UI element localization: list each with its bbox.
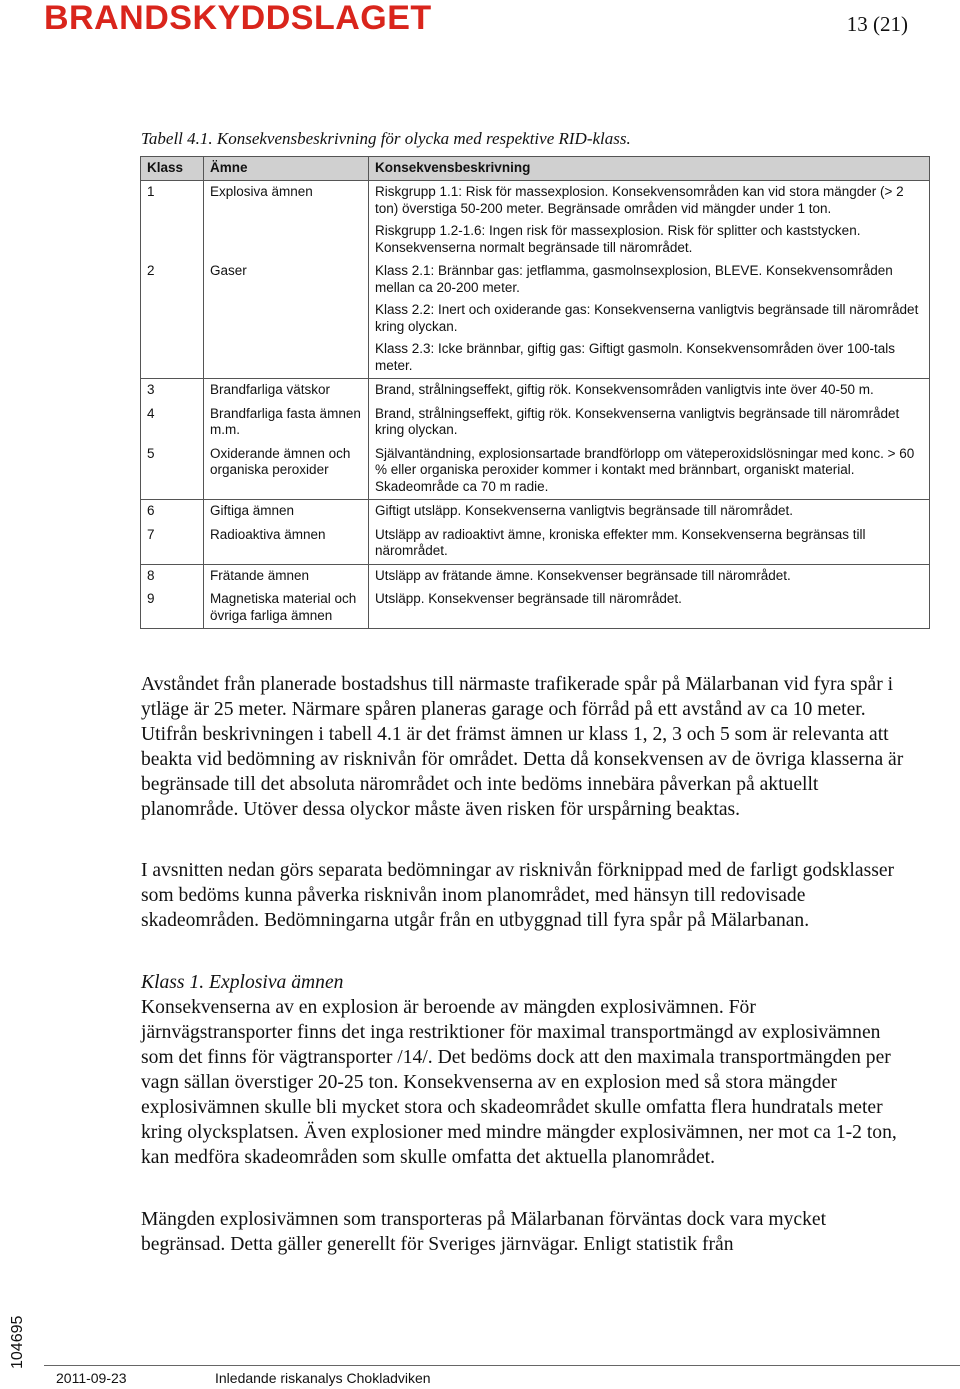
section-heading: Klass 1. Explosiva ämnen: [141, 972, 344, 993]
table-row: [141, 403, 930, 443]
table-row: [141, 181, 930, 261]
desc-paragraph: Brand, strålningseffekt, giftig rök. Konsekvenserna vanligtvis begränsade till närområdet kring olyckan.: [375, 405, 900, 437]
klass-cell: 7: [141, 524, 204, 565]
desc-cell: [369, 260, 930, 379]
rid-consequence-table: [140, 156, 930, 629]
table-row: [141, 443, 930, 500]
klass-cell: 8: [141, 564, 204, 588]
footer-title: Inledande riskanalys Chokladviken: [215, 1370, 431, 1386]
desc-paragraph: Klass 2.2: Inert och oxiderande gas: Konsekvenserna vanligtvis begränsade till närområdet kring olyckan.: [375, 302, 919, 334]
table-header-row: [141, 157, 930, 181]
paragraph-text: Mängden explosivämnen som transporteras på Mälarbanan förväntas dock vara mycket begränsad. Detta gäller generellt för Sveriges järnvägar. Enligt statistik från: [141, 1209, 827, 1255]
company-logo: BRANDSKYDDSLAGET: [44, 0, 432, 37]
amne-cell: Frätande ämnen: [204, 564, 369, 588]
amne-cell: Magnetiska material och övriga farliga ämnen: [204, 588, 369, 629]
paragraph-text: I avsnitten nedan görs separata bedömningar av risknivån förknippad med de farligt godsklasser som bedöms kunna påverka risknivån inom planområdet, med hänsyn till redovisade skadeområden. Bedömningarna utgår från en utbyggnad till fyra spår på Mälarbanan.: [141, 860, 895, 931]
document-id: 104695: [9, 1315, 26, 1369]
desc-paragraph: Klass 2.3: Icke brännbar, giftig gas: Giftigt gasmoln. Konsekvensområden över 100-tals meter.: [375, 341, 896, 373]
desc-cell: [369, 443, 930, 500]
table-row: [141, 564, 930, 588]
klass-cell: 4: [141, 403, 204, 443]
klass-cell: 1: [141, 181, 204, 261]
desc-cell: [369, 564, 930, 588]
klass-cell: 2: [141, 260, 204, 379]
desc-cell: [369, 379, 930, 403]
table-row: [141, 260, 930, 379]
desc-paragraph: Giftigt utsläpp. Konsekvenserna vanligtvis begränsade till närområdet.: [375, 503, 793, 518]
desc-paragraph: Utsläpp. Konsekvenser begränsade till närområdet.: [375, 591, 682, 606]
desc-cell: [369, 500, 930, 524]
amne-cell: Brandfarliga fasta ämnen m.m.: [204, 403, 369, 443]
desc-paragraph: Riskgrupp 1.1: Risk för massexplosion. Konsekvensområden kan vid stora mängder (> 2 ton) överstiga 50-200 meter. Begränsade områden vid mängder under 1 ton.: [375, 184, 904, 216]
amne-cell: Gaser: [204, 260, 369, 379]
body-paragraph-2: [141, 858, 911, 933]
header-konsekvens: Konsekvensbeskrivning: [369, 157, 930, 181]
table-caption: Tabell 4.1. Konsekvensbeskrivning för olycka med respektive RID-klass.: [141, 129, 631, 148]
desc-paragraph: Utsläpp av frätande ämne. Konsekvenser begränsade till närområdet.: [375, 567, 791, 583]
footer-divider: [44, 1365, 960, 1366]
desc-cell: [369, 524, 930, 565]
desc-cell: [369, 403, 930, 443]
desc-paragraph: Utsläpp av radioaktivt ämne, kroniska effekter mm. Konsekvenserna begränsas till närområdet.: [375, 526, 866, 558]
klass-cell: 3: [141, 379, 204, 403]
klass-cell: 5: [141, 443, 204, 500]
footer-date: 2011-09-23: [56, 1370, 127, 1386]
amne-cell: Brandfarliga vätskor: [204, 379, 369, 403]
desc-paragraph: Brand, strålningseffekt, giftig rök. Konsekvensområden vanligtvis inte över 40-50 m.: [375, 382, 874, 397]
page-number: 13 (21): [846, 12, 908, 36]
amne-cell: Radioaktiva ämnen: [204, 524, 369, 565]
table-row: [141, 524, 930, 565]
paragraph-text: Konsekvenserna av en explosion är beroende av mängden explosivämnen. För järnvägstransporter finns det inga restriktioner för maximal transportmängd av explosivämnen som det finns för vägtransporter /14/. Det bedöms dock att den maximala transportmängden per vagn sällan överstiger 20-25 ton. Konsekvenserna av en explosion med så stora mängder explosivämnen skulle bli mycket stora och skadeområdet skulle omfatta flera hundratals meter kring olycksplatsen. Även explosioner med mindre mängder explosivämnen, ner mot ca 1-2 ton, kan medföra skadeområden som skulle omfatta det aktuella planområdet.: [141, 997, 897, 1168]
desc-cell: [369, 588, 930, 629]
desc-paragraph: Självantändning, explosionsartade brandförlopp om väteperoxidslösningar med konc. > 60 % eller organiska peroxider kommer i kontakt med brännbart, organiskt material. Skadeområde ca 70 m radie.: [375, 445, 915, 494]
body-paragraph-1: [141, 672, 911, 822]
amne-cell: Explosiva ämnen: [204, 181, 369, 261]
table-row: [141, 500, 930, 524]
header-amne: Ämne: [204, 157, 369, 181]
klass-cell: 6: [141, 500, 204, 524]
amne-cell: Oxiderande ämnen och organiska peroxider: [204, 443, 369, 500]
header-klass: Klass: [141, 157, 204, 181]
section-block: [141, 970, 911, 1170]
desc-paragraph: Klass 2.1: Brännbar gas: jetflamma, gasmolnsexplosion, BLEVE. Konsekvensområden mellan ca 20-200 meter.: [375, 263, 893, 295]
table-row: [141, 588, 930, 629]
table-row: [141, 379, 930, 403]
desc-paragraph: Riskgrupp 1.2-1.6: Ingen risk för massexplosion. Risk för splitter och kaststycken. Konsekvenserna normalt begränsade till närområdet.: [375, 223, 861, 255]
desc-cell: [369, 181, 930, 261]
amne-cell: Giftiga ämnen: [204, 500, 369, 524]
klass-cell: 9: [141, 588, 204, 629]
body-paragraph-4: [141, 1207, 911, 1257]
paragraph-text: Avståndet från planerade bostadshus till närmaste trafikerade spår på Mälarbanan vid fyra spår i ytläge är 25 meter. Närmare spåren planeras garage och förråd på ett avstånd av ca 10 meter. Utifrån beskrivningen i tabell 4.1 är det främst ämnen ur klass 1, 2, 3 och 5 som är relevanta att beakta vid bedömning av risknivån för området. Detta då konsekvensen av de övriga klasserna är begränsade till det absoluta närområdet och inte bedöms innebära påverkan på aktuellt planområde. Utöver dessa olyckor måste även risken för urspårning beaktas.: [141, 674, 904, 820]
